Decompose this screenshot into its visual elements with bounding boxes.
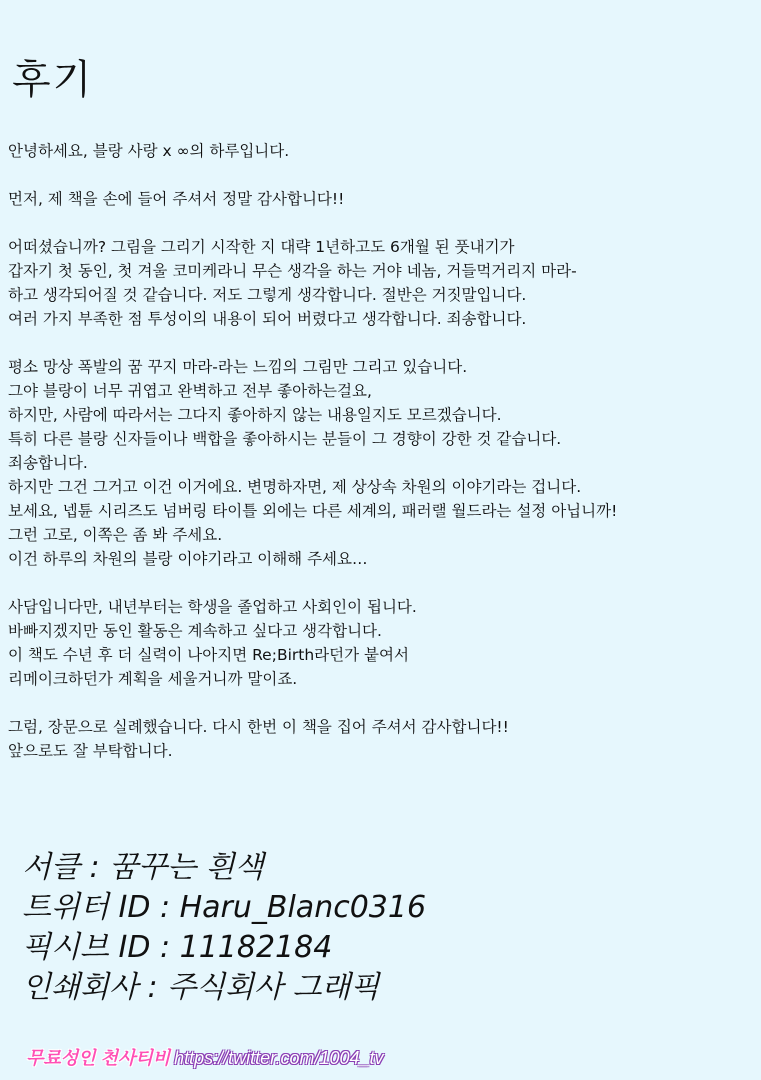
- text-line: 그럼, 장문으로 실례했습니다. 다시 한번 이 책을 집어 주셔서 감사합니다!!: [8, 718, 509, 736]
- text-line: 이건 하루의 차원의 블랑 이야기라고 이해해 주세요…: [8, 550, 368, 568]
- watermark-footer: [26, 1044, 384, 1072]
- text-line: 리메이크하던가 계획을 세울거니까 말이죠.: [8, 670, 298, 688]
- afterword-body: [8, 139, 753, 787]
- credits-block: [22, 848, 426, 1008]
- page-title: 후기: [12, 57, 94, 103]
- text-line: 사담입니다만, 내년부터는 학생을 졸업하고 사회인이 됩니다.: [8, 598, 417, 616]
- credit-pixiv-id: 픽시브 ID : 11182184: [22, 930, 333, 965]
- paragraph-intro: [8, 235, 753, 331]
- text-line: 바빠지겠지만 동인 활동은 계속하고 싶다고 생각합니다.: [8, 622, 382, 640]
- text-line: 그야 블랑이 너무 귀엽고 완벽하고 전부 좋아하는걸요,: [8, 382, 372, 400]
- text-line: 평소 망상 폭발의 꿈 꾸지 마라-라는 느낌의 그림만 그리고 있습니다.: [8, 358, 468, 376]
- text-line: 이 책도 수년 후 더 실력이 나아지면 Re;Birth라던가 붙여서: [8, 646, 409, 664]
- text-line: 어떠셨습니까? 그림을 그리기 시작한 지 대략 1년하고도 6개월 된 풋내기가: [8, 238, 515, 256]
- text-line: 안녕하세요, 블랑 사랑 x ∞의 하루입니다.: [8, 142, 290, 160]
- credit-printer: 인쇄회사 : 주식회사 그래픽: [22, 970, 380, 1005]
- credit-circle: 서클 : 꿈꾸는 흰색: [22, 850, 264, 885]
- watermark-brand: 무료성인 천사티비: [26, 1048, 171, 1068]
- text-line: 하지만, 사람에 따라서는 그다지 좋아하지 않는 내용일지도 모르겠습니다.: [8, 406, 502, 424]
- text-line: 그런 고로, 이쪽은 좀 봐 주세요.: [8, 526, 223, 544]
- paragraph-content-note: [8, 355, 753, 571]
- text-line: 특히 다른 블랑 신자들이나 백합을 좋아하시는 분들이 그 경향이 강한 것 같습니다.: [8, 430, 562, 448]
- watermark-url[interactable]: https://twitter.com/1004_tv: [174, 1048, 384, 1068]
- paragraph-closing: [8, 715, 753, 763]
- text-line: 죄송합니다.: [8, 454, 88, 472]
- paragraph-greeting: [8, 139, 753, 163]
- credit-twitter-id: 트위터 ID : Haru_Blanc0316: [22, 890, 427, 925]
- paragraph-aside: [8, 595, 753, 691]
- text-line: 여러 가지 부족한 점 투성이의 내용이 되어 버렸다고 생각합니다. 죄송합니다.: [8, 310, 527, 328]
- text-line: 앞으로도 잘 부탁합니다.: [8, 742, 173, 760]
- text-line: 하지만 그건 그거고 이건 이거에요. 변명하자면, 제 상상속 차원의 이야기라는 겁니다.: [8, 478, 582, 496]
- text-line: 먼저, 제 책을 손에 들어 주셔서 정말 감사합니다!!: [8, 190, 345, 208]
- text-line: 하고 생각되어질 것 같습니다. 저도 그렇게 생각합니다. 절반은 거짓말입니다.: [8, 286, 527, 304]
- text-line: 갑자기 첫 동인, 첫 겨울 코미케라니 무슨 생각을 하는 거야 네놈, 거들먹거리지 마라-: [8, 262, 577, 280]
- text-line: 보세요, 넵튠 시리즈도 넘버링 타이틀 외에는 다른 세계의, 패러랠 월드라는 설정 아닙니까!: [8, 502, 618, 520]
- paragraph-thanks: [8, 187, 753, 211]
